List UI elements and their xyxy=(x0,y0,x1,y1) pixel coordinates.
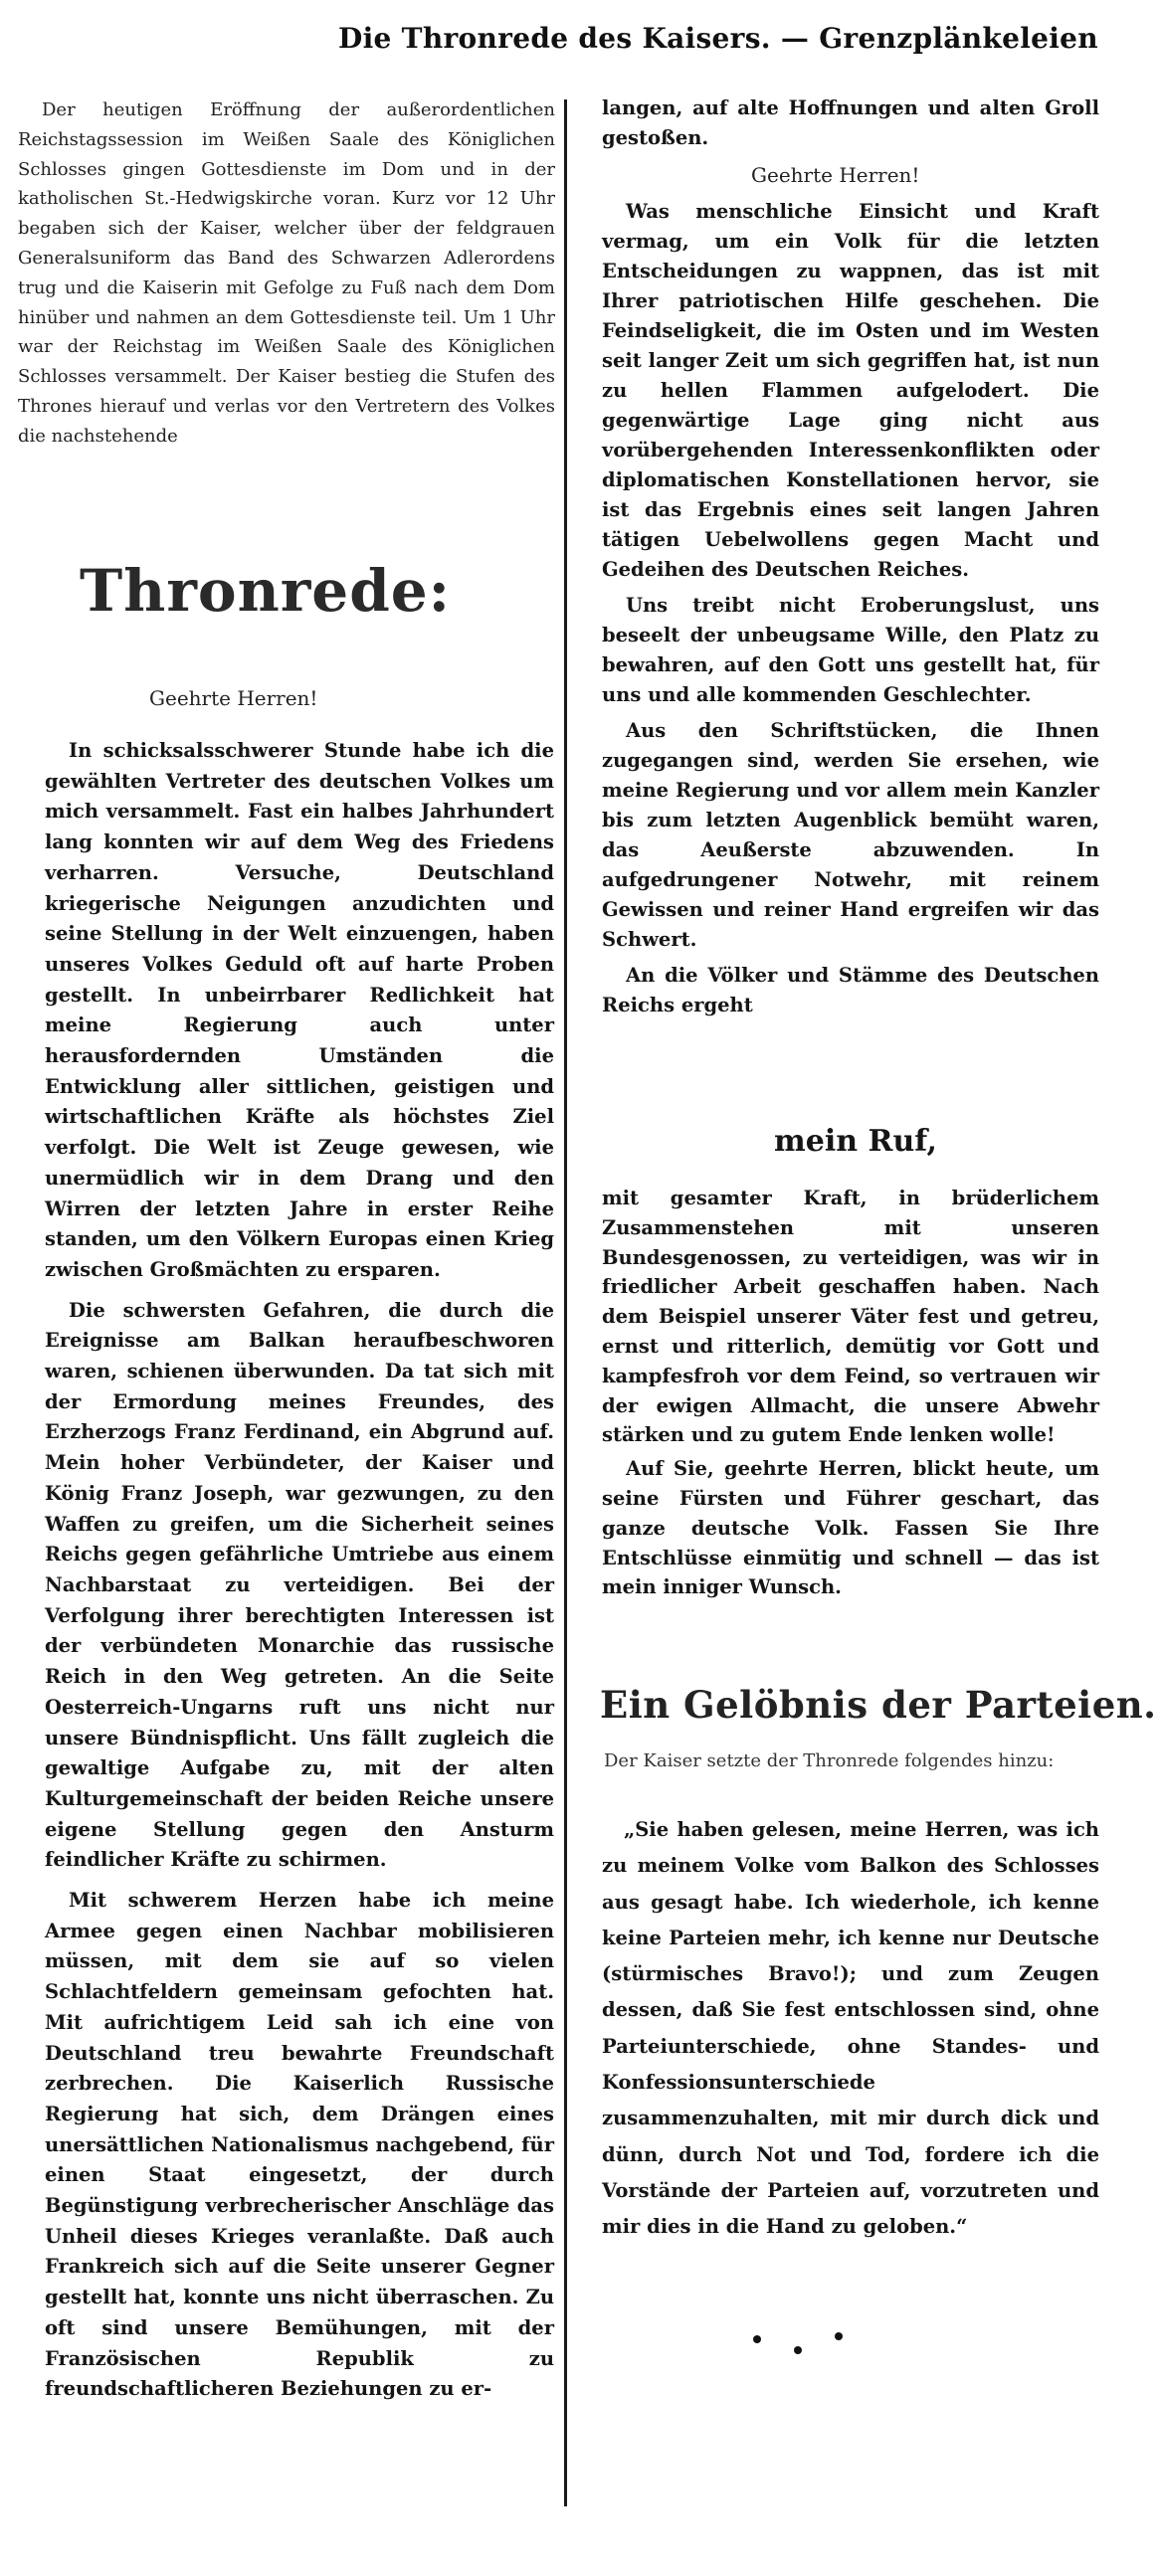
geloebnis-intro xyxy=(582,1743,1099,1780)
speech-continuation xyxy=(602,93,1099,163)
speech-right-column xyxy=(602,197,1099,1026)
speech-paragraph: Uns treibt nicht Eroberungslust, uns beseelt der unbeugsame Wille, den Platz zu bewahren, auf den Gott uns gestellt hat, für uns und alle kommenden Geschlechter. xyxy=(602,594,1099,706)
geloebnis-intro-text: Der Kaiser setzte der Thronrede folgendes hinzu: xyxy=(604,1750,1055,1771)
salutation-second: Geehrte Herren! xyxy=(751,163,920,187)
intro-text: Der heutigen Eröffnung der außerordentlichen Reichstagssession im Weißen Saale des Königlichen Schlosses gingen Gottesdienste im Dom und in der katholischen St.-Hedwigskirche voran. Kurz vor 12 Uhr begaben sich der Kaiser, welcher über der feldgrauen Generalsuniform das Band des Schwarzen Adlerordens trug und die Kaiserin mit Gefolge zu Fuß nach dem Dom hinüber und nahmen an dem Gottesdienste teil. Um 1 Uhr war der Reichstag im Weißen Saale des Königlichen Schlosses versammelt. Der Kaiser bestieg die Stufen des Thrones hierauf und verlas vor den Vertretern des Volkes die nachstehende xyxy=(18,99,555,447)
speech-paragraph: In schicksalsschwerer Stunde habe ich die gewählten Vertreter des deutschen Volkes um mich versammelt. Fast ein halbes Jahrhundert lang konnten wir auf dem Weg des Friedens verharren. Versuche, Deutschland kriegerische Neigungen anzudichten und seine Stellung in der Welt einzuengen, haben unseres Volkes Geduld oft auf harte Proben gestellt. In unbeirrbarer Redlichkeit hat meine Regierung auch unter herausfordernden Umständen die Entwicklung aller sittlichen, geistigen und wirtschaftlichen Kräfte als höchstes Ziel verfolgt. Die Welt ist Zeuge gewesen, wie unermüdlich wir in dem Drang und den Wirren der letzten Jahre in erster Reihe standen, um den Völkern Europas einen Krieg zwischen Großmächten zu ersparen. xyxy=(45,739,554,1281)
speech-paragraph: Aus den Schriftstücken, die Ihnen zugegangen sind, werden Sie ersehen, wie meine Regierung und vor allem mein Kanzler bis zum letzten Augenblick bemüht waren, das Aeußerste abzuwenden. In aufgedrungener Notwehr, mit reinem Gewissen und reiner Hand ergreifen wir das Schwert. xyxy=(602,719,1099,951)
ornament-dot xyxy=(753,2335,761,2343)
quote-text: „Sie haben gelesen, meine Herren, was ich zu meinem Volke vom Balkon des Schlosses aus gesagt habe. Ich wiederhole, ich kenne keine Parteien mehr, ich kenne nur Deutsche (stürmisches Bravo!); und zum Zeugen dessen, daß Sie fest entschlossen sind, ohne Parteiunterschiede, ohne Standes- und Konfessionsunterschiede zusammenzuhalten, mit mir durch dick und dünn, durch Not und Tod, fordere ich die Vorstände der Parteien auf, vorzutreten und mir dies in die Hand zu geloben.“ xyxy=(602,1818,1099,2239)
speech-paragraph: An die Völker und Stämme des Deutschen Reichs ergeht xyxy=(602,964,1099,1016)
intro-paragraph xyxy=(18,95,555,452)
speech-paragraph: Was menschliche Einsicht und Kraft vermag, um ein Volk für die letzten Entscheidungen zu wappnen, das ist mit Ihrer patriotischen Hilfe geschehen. Die Feindseligkeit, die im Osten und im Westen seit langer Zeit um sich gegriffen hat, ist nun zu hellen Flammen aufgelodert. Die gegenwärtige Lage ging nicht aus vorübergehenden Interessenkonflikten oder diplomatischen Konstellationen hervor, sie ist das Ergebnis eines seit langen Jahren tätigen Uebelwollens gegen Macht und Gedeihen des Deutschen Reiches. xyxy=(602,200,1099,581)
speech-closing xyxy=(602,1184,1099,1606)
ornament-dot xyxy=(835,2332,843,2340)
page-title: Die Thronrede des Kaisers. — Grenzplänkeleien xyxy=(338,22,1098,55)
geloebnis-heading: Ein Gelöbnis der Parteien. xyxy=(600,1683,1157,1727)
ornament-dot xyxy=(794,2346,802,2354)
speech-left-column xyxy=(45,736,554,2415)
salutation-first: Geehrte Herren! xyxy=(149,686,318,710)
speech-paragraph: mit gesamter Kraft, in brüderlichem Zusammenstehen mit unseren Bundesgenossen, zu verteidigen, was wir in friedlicher Arbeit geschaffen haben. Nach dem Beispiel unserer Väter fest und getreu, ernst und ritterlich, demütig vor Gott und kampfesfroh vor dem Feind, so vertrauen wir der ewigen Allmacht, die unsere Abwehr stärken und zu gutem Ende lenken wolle! xyxy=(602,1187,1099,1447)
mein-ruf-heading: mein Ruf, xyxy=(774,1124,937,1159)
speech-paragraph: Auf Sie, geehrte Herren, blickt heute, um seine Fürsten und Führer geschart, das ganze deutsche Volk. Fassen Sie Ihre Entschlüsse einmütig und schnell — das ist mein inniger Wunsch. xyxy=(602,1457,1099,1599)
thronrede-heading: Thronrede: xyxy=(80,557,452,625)
speech-continuation-text: langen, auf alte Hoffnungen und alten Groll gestoßen. xyxy=(602,96,1099,149)
speech-paragraph: Mit schwerem Herzen habe ich meine Armee gegen einen Nachbar mobilisieren müssen, mit dem sie auf so vielen Schlachtfeldern gemeinsam gefochten hat. Mit aufrichtigem Leid sah ich eine von Deutschland treu bewahrte Freundschaft zerbrechen. Die Kaiserlich Russische Regierung hat sich, dem Drängen eines unersättlichen Nationalismus nachgebend, für einen Staat eingesetzt, der durch Begünstigung verbrecherischer Anschläge das Unheil dieses Krieges veranlaßte. Daß auch Frankreich sich auf die Seite unserer Gegner gestellt hat, konnte uns nicht überraschen. Zu oft sind unsere Bemühungen, mit der Französischen Republik zu freundschaftlicheren Beziehungen zu er- xyxy=(45,1889,554,2401)
column-divider xyxy=(564,99,567,2506)
geloebnis-quote xyxy=(602,1812,1099,2246)
three-dots-ornament-icon xyxy=(751,2327,831,2357)
speech-paragraph: Die schwersten Gefahren, die durch die Ereignisse am Balkan heraufbeschworen waren, schienen überwunden. Da tat sich mit der Ermordung meines Freundes, des Erzherzogs Franz Ferdinand, ein Abgrund auf. Mein hoher Verbündeter, der Kaiser und König Franz Joseph, war gezwungen, zu den Waffen zu greifen, um die Sicherheit seines Reichs gegen gefährliche Umtriebe aus einem Nachbarstaat zu verteidigen. Bei der Verfolgung ihrer berechtigten Interessen ist der verbündeten Monarchie das russische Reich in den Weg getreten. An die Seite Oesterreich-Ungarns ruft uns nicht nur unsere Bündnispflicht. Uns fällt zugleich die gewaltige Aufgabe zu, mit der alten Kulturgemeinschaft der beiden Reiche unsere eigene Stellung gegen den Ansturm feindlicher Kräfte zu schirmen. xyxy=(45,1298,554,1872)
